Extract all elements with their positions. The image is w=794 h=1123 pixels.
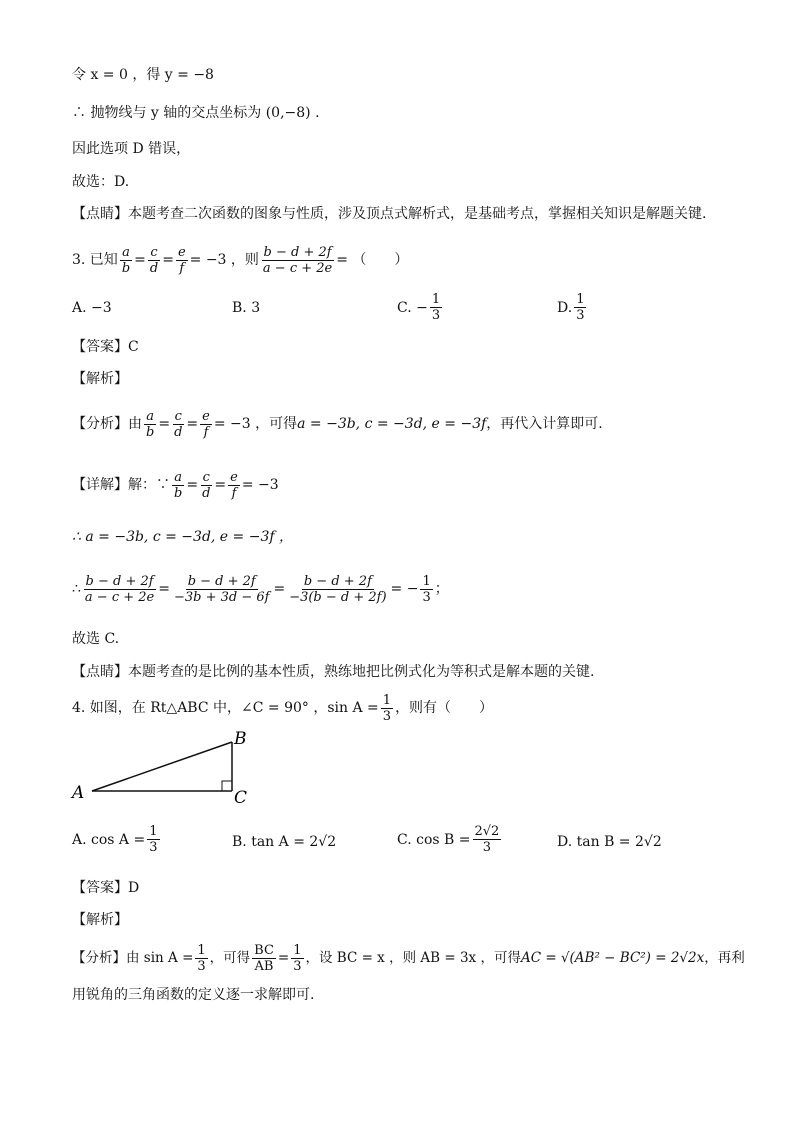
q3-prefix: 3. 已知 <box>72 252 118 268</box>
fraction-one-third: $\frac{1}{3}$ <box>422 573 431 605</box>
fraction-e-f: $\frac{e}{f}$ <box>230 469 238 501</box>
fraction-one-third: $\frac{1}{3}$ <box>149 824 158 855</box>
text-line: 用锐角的三角函数的定义逐一求解即可. <box>72 987 315 1003</box>
text-line: 故选：D. <box>72 174 130 190</box>
jiexi-label: 【解析】 <box>72 371 128 387</box>
text-line: 令 x = 0 ，得 y = −8 <box>72 67 214 83</box>
dianjing-note: 【点睛】本题考查二次函数的图象与性质，涉及顶点式解析式，是基础考点，掌握相关知识是解题关键. <box>72 206 707 222</box>
fraction-2root2-3: $\frac{2√2}{3}$ <box>474 824 500 855</box>
fraction-c-d: $\frac{c}{d}$ <box>174 408 183 440</box>
fenxi-line: 【分析】由 $\frac{a}{b}$ = $\frac{c}{d}$ = $\frac{e}{f}$ = −3 ，可得 a = −3b, c = −3d, e = −3f ，再代入计算即可. <box>72 408 603 440</box>
fraction-sub1: $\frac{b - d + 2f}{-3b + 3d - 6f}$ <box>173 573 270 605</box>
fraction-c-d: $\frac{c}{d}$ <box>149 244 159 276</box>
xiangjie-line: 【详解】解：∵ $\frac{a}{b}$ = $\frac{c}{d}$ = $\frac{e}{f}$ = −3 <box>72 469 279 501</box>
fraction-a-b: $\frac{a}{b}$ <box>174 469 183 501</box>
fenxi-line: 【分析】由 sin A = $\frac{1}{3}$ ，可得 $\frac{BC}{AB}$ = $\frac{1}{3}$ ，设 BC = x ，则 AB = 3x ，可得 AC = √(AB² − BC²) = 2√2x ，再利 <box>72 942 745 974</box>
answer-label: 【答案】C <box>72 339 139 355</box>
fraction-a-b: $\frac{a}{b}$ <box>121 244 131 276</box>
fraction-sub2: $\frac{b - d + 2f}{-3(b - d + 2f)}$ <box>289 573 387 605</box>
side-ab <box>92 742 232 791</box>
fraction-one-third: $\frac{1}{3}$ <box>576 292 585 323</box>
option-d: D. tan B = 2√2 <box>557 834 662 850</box>
vertex-c: C <box>234 788 248 808</box>
fraction-bc-ab: $\frac{BC}{AB}$ <box>254 942 274 974</box>
question-4: 4. 如图，在 Rt△ABC 中，∠C = 90° ，sin A = $\frac{1}{3}$ ，则有（ ） <box>72 692 494 724</box>
guxuan-line: 故选 C. <box>72 631 120 647</box>
answer-label: 【答案】D <box>72 880 140 896</box>
vertex-b: B <box>234 729 247 749</box>
question-3: 3. 已知 $\frac{a}{b}$ = $\frac{c}{d}$ = $\frac{e}{f}$ = −3 ，则 $\frac{b - d + 2f}{a - c + 2e}$ = （ ） <box>72 244 409 276</box>
vertex-a: A <box>72 783 85 803</box>
fraction-one-third: $\frac{1}{3}$ <box>293 942 302 974</box>
fraction-one-third: $\frac{1}{3}$ <box>431 292 441 323</box>
fraction-one-third: $\frac{1}{3}$ <box>197 942 206 974</box>
fraction-c-d: $\frac{c}{d}$ <box>202 469 211 501</box>
text-line: 因此选项 D 错误， <box>72 141 191 157</box>
option-c: C. cos B = $\frac{2√2}{3}$ <box>397 824 500 855</box>
therefore-line: ∴ a = −3b, c = −3d, e = −3f ， <box>72 529 293 545</box>
therefore-fraction-line: ∴ $\frac{b - d + 2f}{a - c + 2e}$ = $\frac{b - d + 2f}{-3b + 3d - 6f}$ = $\frac{b - d + 2f}{-3(b - d + 2f)}$ = − $\frac{1}{3}$ ； <box>72 573 449 605</box>
option-a: A. −3 <box>72 300 112 316</box>
fraction-e-f: $\frac{e}{f}$ <box>177 244 186 276</box>
jiexi-label: 【解析】 <box>72 912 128 928</box>
right-triangle-figure <box>64 724 264 814</box>
fraction-one-third: $\frac{1}{3}$ <box>382 692 392 724</box>
right-angle-mark <box>222 781 232 791</box>
option-a: A. cos A = $\frac{1}{3}$ <box>72 824 158 855</box>
dianjing-note: 【点睛】本题考查的是比例的基本性质，熟练地把比例式化为等积式是解本题的关键. <box>72 664 595 680</box>
option-c: C. − $\frac{1}{3}$ <box>397 292 441 323</box>
option-b: B. tan A = 2√2 <box>232 834 337 850</box>
q3-mid: = −3 ，则 <box>189 252 259 268</box>
fraction-big: $\frac{b - d + 2f}{a - c + 2e}$ <box>262 244 333 276</box>
text-line: ∴ 抛物线与 y 轴的交点坐标为 (0,−8) . <box>72 105 320 121</box>
fraction-a-b: $\frac{a}{b}$ <box>146 408 155 440</box>
option-b: B. 3 <box>232 300 261 316</box>
q3-end: = （ ） <box>336 252 409 268</box>
fraction-big: $\frac{b - d + 2f}{a - c + 2e}$ <box>84 573 155 605</box>
fraction-e-f: $\frac{e}{f}$ <box>202 408 210 440</box>
option-d: D. $\frac{1}{3}$ <box>557 292 585 323</box>
